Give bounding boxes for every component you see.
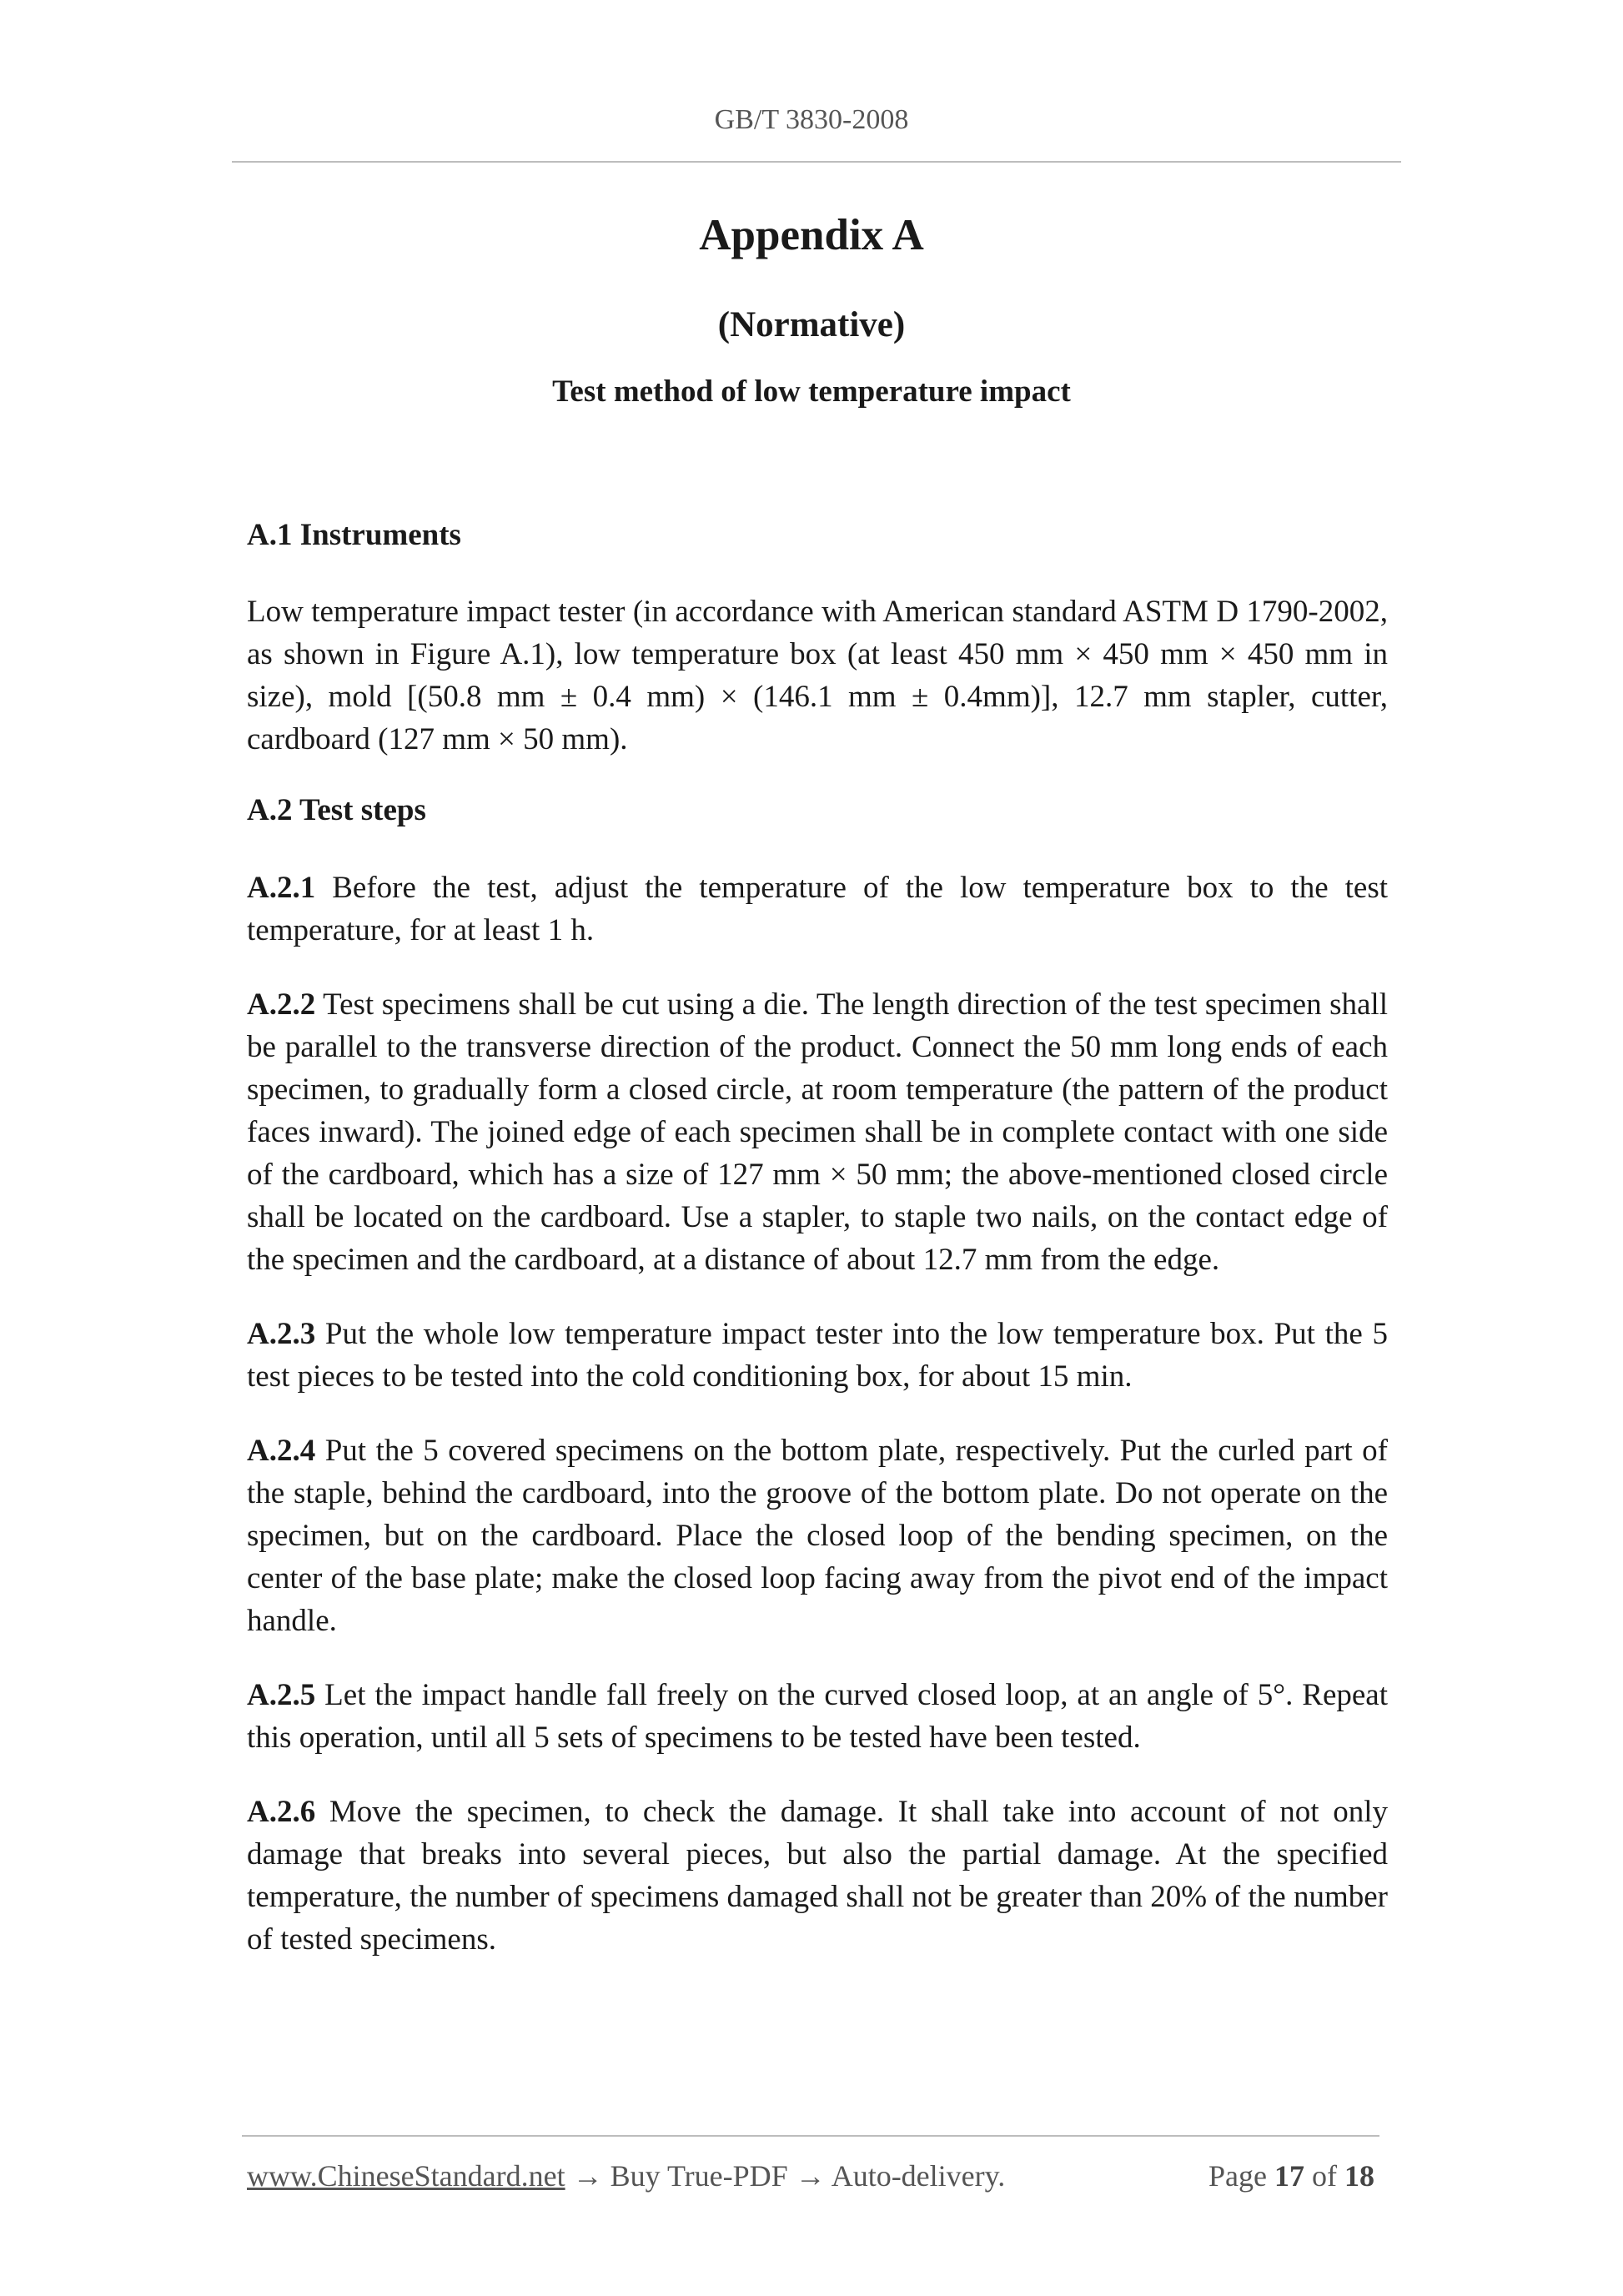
step-a-2-5 xyxy=(247,1674,1388,1759)
step-a-2-6 xyxy=(247,1791,1388,1961)
section-heading-a1: A.1 Instruments xyxy=(247,518,461,552)
step-text: Put the whole low temperature impact tester into the low temperature box. Put the 5 test pieces to be tested into the cold conditioning box, for about 15 min. xyxy=(247,1316,1388,1394)
document-header: GB/T 3830-2008 xyxy=(714,104,909,135)
step-a-2-2 xyxy=(247,983,1388,1281)
footer-divider xyxy=(242,2135,1379,2137)
page-label: Page xyxy=(1208,2159,1274,2193)
step-text: Move the specimen, to check the damage. It shall take into account of not only damage that breaks into several pieces, but also the partial damage. At the specified temperature, the number of specimens damaged shall not be greater than 20% of the number of tested specimens. xyxy=(247,1794,1388,1957)
page-indicator xyxy=(1208,2158,1374,2193)
appendix-subtitle: Test method of low temperature impact xyxy=(552,374,1071,409)
step-number: A.2.2 xyxy=(247,987,316,1022)
page-total: 18 xyxy=(1344,2159,1374,2193)
section-heading-a2: A.2 Test steps xyxy=(247,793,426,828)
normative-label: (Normative) xyxy=(717,305,906,344)
step-a-2-1 xyxy=(247,867,1388,952)
step-number: A.2.1 xyxy=(247,870,316,905)
step-a-2-3 xyxy=(247,1313,1388,1398)
step-number: A.2.3 xyxy=(247,1316,316,1351)
step-text: Test specimens shall be cut using a die. The length direction of the test specimen shall be parallel to the transverse direction of the product. Connect the 50 mm long ends of each specimen, to gradually form a closed circle, at room temperature (the pattern of the product faces inward). The joined edge of each specimen shall be in complete contact with one side of the cardboard, which has a size of 127 mm × 50 mm; the above-mentioned closed circle shall be located on the cardboard. Use a stapler, to staple two nails, on the contact edge of the specimen and the cardboard, at a distance of about 12.7 mm from the edge. xyxy=(247,987,1388,1277)
appendix-title: Appendix A xyxy=(699,211,924,259)
step-a-2-4 xyxy=(247,1429,1388,1642)
step-number: A.2.4 xyxy=(247,1433,316,1468)
footer-promo-text: → Buy True-PDF → Auto-delivery. xyxy=(565,2159,1006,2193)
step-text: Before the test, adjust the temperature of the low temperature box to the test temperature, for at least 1 h. xyxy=(247,870,1388,947)
page-current: 17 xyxy=(1274,2159,1304,2193)
page-of-label: of xyxy=(1304,2159,1344,2193)
main-content xyxy=(247,517,1388,1992)
step-text: Put the 5 covered specimens on the bottom plate, respectively. Put the curled part of the staple, behind the cardboard, into the groove of the bottom plate. Do not operate on the specimen, but on the cardboard. Place the closed loop of the bending specimen, on the center of the base plate; make the closed loop facing away from the pivot end of the impact handle. xyxy=(247,1433,1388,1638)
site-link[interactable]: www.ChineseStandard.net xyxy=(247,2159,565,2193)
step-number: A.2.6 xyxy=(247,1794,316,1829)
header-divider xyxy=(232,161,1401,163)
instruments-paragraph: Low temperature impact tester (in accordance with American standard ASTM D 1790-2002, as shown in Figure A.1), low temperature box (at least 450 mm × 450 mm × 450 mm in size), mold [(50.8 mm ± 0.4 mm) × (146.1 mm ± 0.4mm)], 12.7 mm stapler, cutter, cardboard (127 mm × 50 mm). xyxy=(247,595,1388,757)
footer-promo xyxy=(247,2158,1005,2193)
step-text: Let the impact handle fall freely on the curved closed loop, at an angle of 5°. Repeat this operation, until all 5 sets of specimens to be tested have been tested. xyxy=(247,1677,1388,1755)
step-number: A.2.5 xyxy=(247,1677,316,1712)
